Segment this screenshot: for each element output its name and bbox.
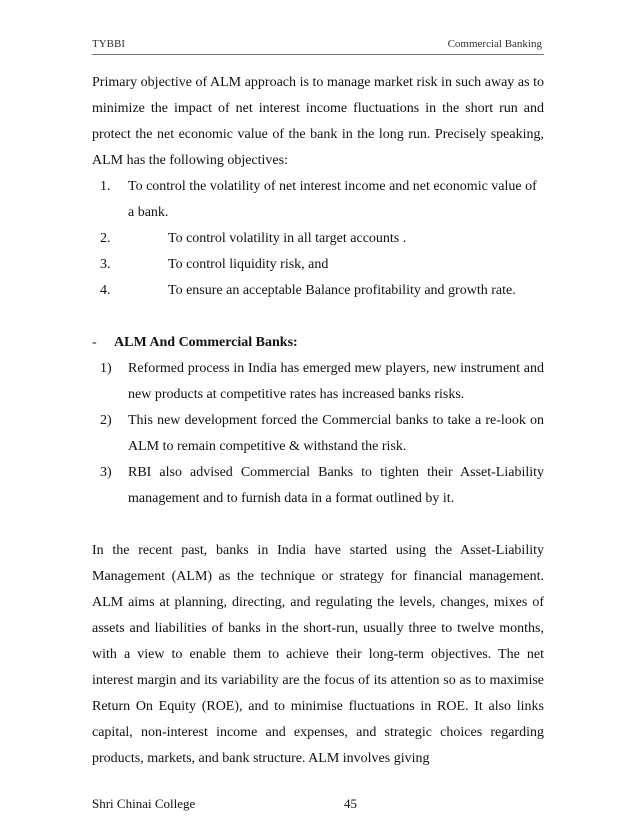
objectives-list-continued (92, 226, 544, 304)
header-subject: Commercial Banking (447, 38, 542, 50)
objective-number: 4. (100, 283, 111, 298)
alm-point (92, 356, 544, 408)
page-body (92, 70, 544, 772)
alm-points-list (92, 356, 544, 512)
objective-item (92, 278, 544, 304)
intro-paragraph: Primary objective of ALM approach is to manage market risk in such away as to minimize the impact of net interest income fluctuations in the short run and protect the net economic value of the bank in the long run. Precisely speaking, ALM has the following objectives: (92, 75, 544, 168)
alm-point-text: Reformed process in India has emerged mew players, new instrument and new products at competitive rates has increased banks risks. (128, 361, 544, 402)
section-heading (92, 330, 544, 356)
alm-point-number: 3) (100, 465, 112, 480)
page-number: 45 (344, 796, 357, 811)
objective-item (92, 226, 544, 252)
alm-point (92, 460, 544, 512)
objective-text: To control the volatility of net interest income and net economic value of a bank. (128, 179, 537, 220)
page-header (92, 36, 544, 55)
closing-paragraph: In the recent past, banks in India have started using the Asset-Liability Management (ALM) as the technique or strategy for financial management. ALM aims at planning, directing, and regulating the levels, changes, mixes of assets and liabilities of banks in the short-run, usually three to twelve months, with a view to enable them to achieve their long-term objectives. The net interest margin and its variability are the focus of its attention so as to maximise Return On Equity (ROE), and to minimise fluctuations in ROE. It also links capital, non-interest income and expenses, and strategic choices regarding products, markets, and bank structure. ALM involves giving (92, 543, 544, 766)
objective-text: To ensure an acceptable Balance profitability and growth rate. (168, 283, 516, 298)
alm-point-number: 1) (100, 361, 112, 376)
objective-number: 3. (100, 257, 111, 272)
header-course: TYBBI (92, 38, 125, 50)
alm-point-text: RBI also advised Commercial Banks to tighten their Asset-Liability management and to furnish data in a format outlined by it. (128, 465, 544, 506)
alm-point-number: 2) (100, 413, 112, 428)
objective-text: To control volatility in all target accounts . (168, 231, 407, 246)
objective-number: 1. (100, 179, 111, 194)
objective-item (92, 174, 544, 226)
section-title: ALM And Commercial Banks: (114, 335, 298, 350)
objective-item (92, 252, 544, 278)
objectives-list (92, 174, 544, 226)
objective-text: To control liquidity risk, and (168, 257, 329, 272)
paragraph-spacer (92, 512, 544, 538)
alm-point-text: This new development forced the Commercial banks to take a re-look on ALM to remain competitive & withstand the risk. (128, 413, 544, 454)
alm-point (92, 408, 544, 460)
objective-number: 2. (100, 231, 111, 246)
footer-college: Shri Chinai College (92, 796, 196, 811)
section-dash: - (92, 335, 97, 350)
